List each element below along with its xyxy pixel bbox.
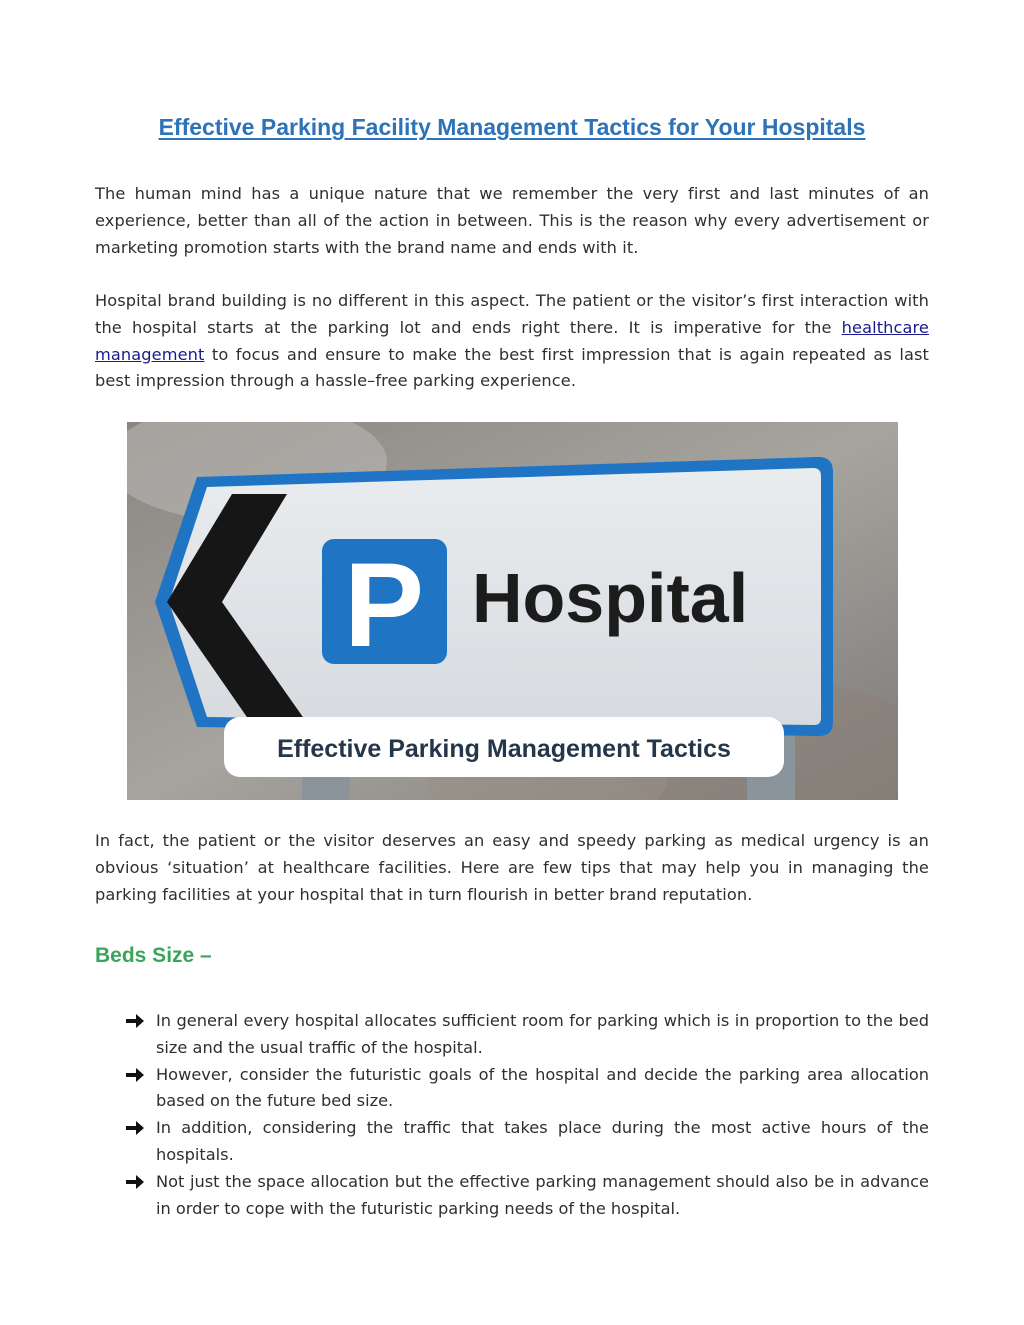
section-heading-beds-size: Beds Size – (95, 944, 212, 967)
list-item (125, 1169, 929, 1223)
right-arrow-icon (125, 1120, 145, 1136)
right-arrow-icon (125, 1174, 145, 1190)
list-item (125, 1008, 929, 1062)
image-caption: Effective Parking Management Tactics (277, 735, 731, 763)
list-item-text: In general every hospital allocates sufficient room for parking which is in proportion to the bed size and the usual traffic of the hospital. (156, 1011, 929, 1057)
tips-intro-paragraph: In fact, the patient or the visitor deserves an easy and speedy parking as medical urgency is an obvious ‘situation’ at healthcare facilities. Here are few tips that may help you in managing the parking facilities at your hospital that in turn flourish in better brand reputation. (95, 831, 929, 904)
right-arrow-icon (125, 1013, 145, 1029)
parking-p-letter: P (343, 538, 425, 672)
page-title: Effective Parking Facility Management Tactics for Your Hospitals (158, 114, 866, 140)
right-arrow-icon (125, 1067, 145, 1083)
list-item-text: However, consider the futuristic goals of the hospital and decide the parking area allocation based on the future bed size. (156, 1064, 929, 1111)
beds-size-list (125, 1008, 929, 1222)
list-item-text: In addition, considering the traffic that takes place during the most active hours of the hospitals. (156, 1118, 929, 1164)
brand-paragraph (95, 288, 929, 395)
brand-paragraph-text-end: to focus and ensure to make the best first impression that is again repeated as last best impression through a hassle–free parking experience. (95, 344, 929, 391)
healthcare-management-link[interactable]: healthcare management (95, 317, 929, 364)
intro-paragraph: The human mind has a unique nature that we remember the very first and last minutes of an experience, better than all of the action in between. This is the reason why every advertisement or marketing promotion starts with the brand name and ends with it. (95, 184, 929, 257)
list-item (125, 1062, 929, 1116)
list-item (125, 1115, 929, 1169)
hospital-parking-sign-image (127, 422, 898, 800)
list-item-text: Not just the space allocation but the effective parking management should also be in advance in order to cope with the futuristic parking needs of the hospital. (156, 1171, 929, 1218)
brand-paragraph-text-start: Hospital brand building is no different in this aspect. The patient or the visitor’s first interaction with the hospital starts at the parking lot and ends right there. It is imperative for the (95, 291, 929, 337)
sign-hospital-text: Hospital (472, 559, 749, 637)
